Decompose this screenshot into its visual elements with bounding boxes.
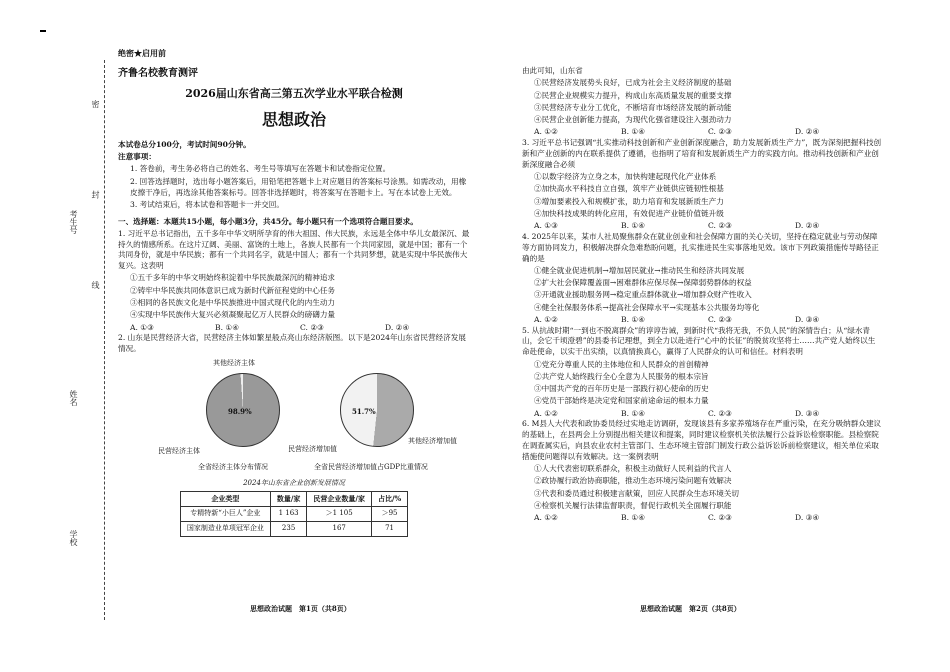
q5-item-4: ④党员干部始终是决定党和国家前途命运的根本力量 [534,396,709,406]
q5-item-3: ③中国共产党的百年历史是一部践行初心使命的历史 [534,384,709,394]
pie2-private-label: 民营经济增加值 [288,444,337,453]
q5-option-c: C. ②③ [708,408,732,418]
left-column [118,48,470,537]
pie2-value: 51.7% [352,406,376,416]
q1-option-d: D. ②④ [385,322,410,332]
q6-option-a: A. ①② [534,513,558,523]
exam-info: 本试卷总分100分，考试时间90分钟。 [118,139,251,149]
name-label: 姓名 [69,390,78,406]
q4-options [522,315,882,326]
q3-stem: 3. 习近平总书记强调“扎实推动科技创新和产业创新深度融合，助力发展新质生产力”，既为深刻把握科技创新和产业创新的内在联系提供了遵循，也指明了培育和发展新质生产力的实践方向。推动科技创新和产业创新深度融合必须 [522,138,882,169]
q2-table [180,491,408,537]
table-header: 占比/% [371,491,407,506]
q2-item-4: ④民营企业创新能力提高，为现代化强省建设注入强劲动力 [534,115,732,125]
table-header-row [180,491,407,506]
notice-title: 注意事项： [118,152,156,162]
q1-item-2: ②铸牢中华民族共同体意识已成为新时代新征程党的中心任务 [130,285,336,295]
table-row [180,506,407,521]
table-cell: 1 163 [270,506,307,521]
q6-option-c: C. ②③ [708,513,732,523]
q1-options [118,323,470,334]
q1-option-a: A. ①③ [130,322,154,332]
q2-option-a: A. ①② [534,127,558,137]
q2-item-1: ①民营经济发展势头良好，已成为社会主义经济制度的基础 [534,78,732,88]
q1-item-4: ④实现中华民族伟大复兴必须凝聚起亿万人民群众的磅礴力量 [130,310,336,320]
table-cell: ＞95 [371,506,407,521]
table-cell: ＞1 105 [307,506,372,521]
binding-margin [62,60,105,620]
table-header: 数量/家 [270,491,307,506]
q1-option-b: B. ①④ [215,322,240,332]
pie2-caption: 全省民营经济增加值占GDP比重情况 [314,462,428,471]
q5-item-1: ①党充分尊重人民的主体地位和人民群众的首创精神 [534,359,709,369]
q6-option-b: B. ①④ [621,513,646,523]
table-cell: 71 [371,521,407,536]
q4-option-b: B. ①④ [621,314,646,324]
table-cell: 167 [307,521,372,536]
pie1-private-label: 民营经济主体 [158,446,200,455]
notice-1: 1. 答卷前，考生务必将自己的姓名、考生号等填写在答题卡和试卷指定位置。 [130,164,391,174]
q6-option-d: D. ③④ [795,513,820,523]
q6-item-4: ④检察机关履行法律监督职责，督促行政机关全面履行职能 [534,500,732,510]
q6-stem: 6. M县人大代表和政协委员经过实地走访调研，发现该县有多家养殖场存在严重污染，在充分吸纳群众建议的基础上，在县两会上分别提出相关建议和提案，同时建议检察机关依法履行公益诉讼检察职能。县检察院在调查属实后，向县农业农村主管部门、生态环境主管部门制发行政公益诉讼诉前检察建议，相关单位采取措施使问题得以有效解决。这一案例表明 [522,419,882,461]
pie2-other-label: 其他经济增加值 [408,436,457,445]
q3-option-d: D. ②④ [795,221,820,231]
q4-stem: 4. 2025年以来，某市人社局聚焦群众在就业创业和社会保障方面的关心关切，坚持在稳定就业与劳动保障等方面协同发力，积极解决群众急难愁盼问题，扎实推进民生实事落地见效。该市下列政策措施传导路径正确的是 [522,231,879,263]
pie1-value: 98.9% [228,406,252,416]
notice-3: 3. 考试结束后，将本试卷和答题卡一并交回。 [130,199,284,209]
q5-option-a: A. ①② [534,408,558,418]
school-label: 学校 [69,530,78,546]
q5-option-d: D. ③④ [795,408,820,418]
secret-label: 绝密★启用前 [118,48,166,58]
table-header: 民营企业数量/家 [307,491,372,506]
q2-item-3: ③民营经济专业分工优化，不断培育市场经济发展的新动能 [534,102,732,112]
exam-title: 2026届山东省高三第五次学业水平联合检测 [185,86,403,100]
pie1-caption: 全省经济主体分布情况 [198,462,268,471]
q4-item-3: ③开通就业援助服务网→稳定重点群体就业→增加群众财产性收入 [534,290,752,300]
exam-number-label: 考生号 [69,210,78,234]
q3-item-3: ③增加要素投入和规模扩张，助力培育和发展新质生产力 [534,196,724,206]
q1-stem: 1. 习近平总书记指出，五千多年中华文明所孕育的伟大祖国、伟大民族，永远是全体中华儿女最深沉、最持久的情感所系。在这片辽阔、美丽、富饶的土地上，各族人民都有一个共同家园，就是中国；都有一个共同身份，就是中华民族；都有一个共同名字，就是中国人；都有一个共同梦想，就是实现中华民族伟大复兴。这表明 [118,228,470,271]
footer-right: 思想政治试题 第2页（共8页） [640,604,741,613]
q6-options [522,513,882,524]
q6-item-3: ③代表和委员通过积极建言献策，回应人民群众生态环境关切 [534,488,740,498]
q2-options [522,127,882,138]
q2-stem: 2. 山东是民营经济大省，民营经济主体如繁星般点亮山东经济版图。以下是2024年山东省民营经济发展情况。 [118,333,466,354]
q2-option-d: D. ②④ [795,127,820,137]
q4-item-4: ④健全社保服务体系→提高社会保障水平→实现基本公共服务均等化 [534,302,760,312]
q2-option-c: C. ②③ [708,127,732,137]
seal-line-label: 密 封 线 [91,100,100,330]
q3-option-c: C. ②③ [708,221,732,231]
q3-item-1: ①以数字经济为立身之本，加快构建起现代化产业体系 [534,172,717,182]
q2-option-b: B. ①④ [621,127,646,137]
table-header: 企业类型 [180,491,270,506]
q5-stem: 5. 从抗战时期“一到也不脱离群众”的谆谆告诫，到新时代“我将无我，不负人民”的深情告白；从“绿水青山，会它千顷澄碧”的县委书记理想，到全力以赴进行“心中的长征”的脱贫攻坚将士……共产党人始终以生命赴使命，以实干出实绩，以真情换真心，赢得了人民群众的认可和信任。材料表明 [522,325,876,357]
q4-item-1: ①健全就业促进机制→增加居民就业→推动民生和经济共同发展 [534,265,745,275]
q1-item-3: ③相同的各民族文化是中华民族推进中国式现代化的内生动力 [130,298,336,308]
section-heading: 一、选择题：本题共15小题，每小题3分，共45分。每小题只有一个选项符合题目要求。 [118,216,418,226]
q2-figure [118,359,470,489]
q3-option-b: B. ①④ [621,221,646,231]
q6-item-1: ①人大代表密切联系群众，积极主动做好人民利益的代言人 [534,464,732,474]
pie1-other-label: 其他经济主体 [213,358,255,367]
q4-option-c: C. ②③ [708,314,732,324]
corner-mark [40,30,46,32]
subject-title: 思想政治 [261,110,326,130]
q3-options [522,221,882,232]
q3-option-a: A. ①③ [534,221,558,231]
q1-item-1: ①五千多年的中华文明始终积淀着中华民族最深沉的精神追求 [130,273,336,283]
q1-option-c: C. ②③ [300,322,324,332]
q5-item-2: ②共产党人始终践行全心全意为人民服务的根本宗旨 [534,371,709,381]
q2-item-2: ②民营企业规模实力提升，构成山东高质量发展的重要支撑 [534,90,732,100]
table-cell: 235 [270,521,307,536]
table-row [180,521,407,536]
q4-option-d: D. ③④ [795,314,820,324]
q4-item-2: ②扩大社会保障覆盖面→困难群体应保尽保→保障弱势群体的权益 [534,278,752,288]
q4-option-a: A. ①② [534,314,558,324]
q3-item-4: ④加快科技成果的转化应用，有效促进产业链价值链升级 [534,208,724,218]
q5-option-b: B. ①④ [621,408,646,418]
table-title: 2024年山东省企业创新发展情况 [243,478,345,487]
notice-2: 2. 回答选择题时，选出每小题答案后，用铅笔把答题卡上对应题目的答案标号涂黑。如需改动，用橡皮擦干净后，再选涂其他答案标号。回答非选择题时，将答案写在答题卡上。写在本试卷上无效。 [130,176,467,197]
table-cell: 专精特新“小巨人”企业 [180,506,270,521]
q6-item-2: ②政协履行政治协商职能，推动生态环境污染问题有效解决 [534,476,732,486]
org-name: 齐鲁名校教育测评 [118,68,198,80]
q2-lead: 由此可知，山东省 [522,66,583,75]
right-column [522,66,882,524]
footer-left: 思想政治试题 第1页（共8页） [250,604,351,613]
q3-item-2: ②加快高水平科技自立自强，筑牢产业链供应链韧性根基 [534,184,724,194]
table-cell: 国家制造业单项冠军企业 [180,521,270,536]
q5-options [522,409,882,420]
